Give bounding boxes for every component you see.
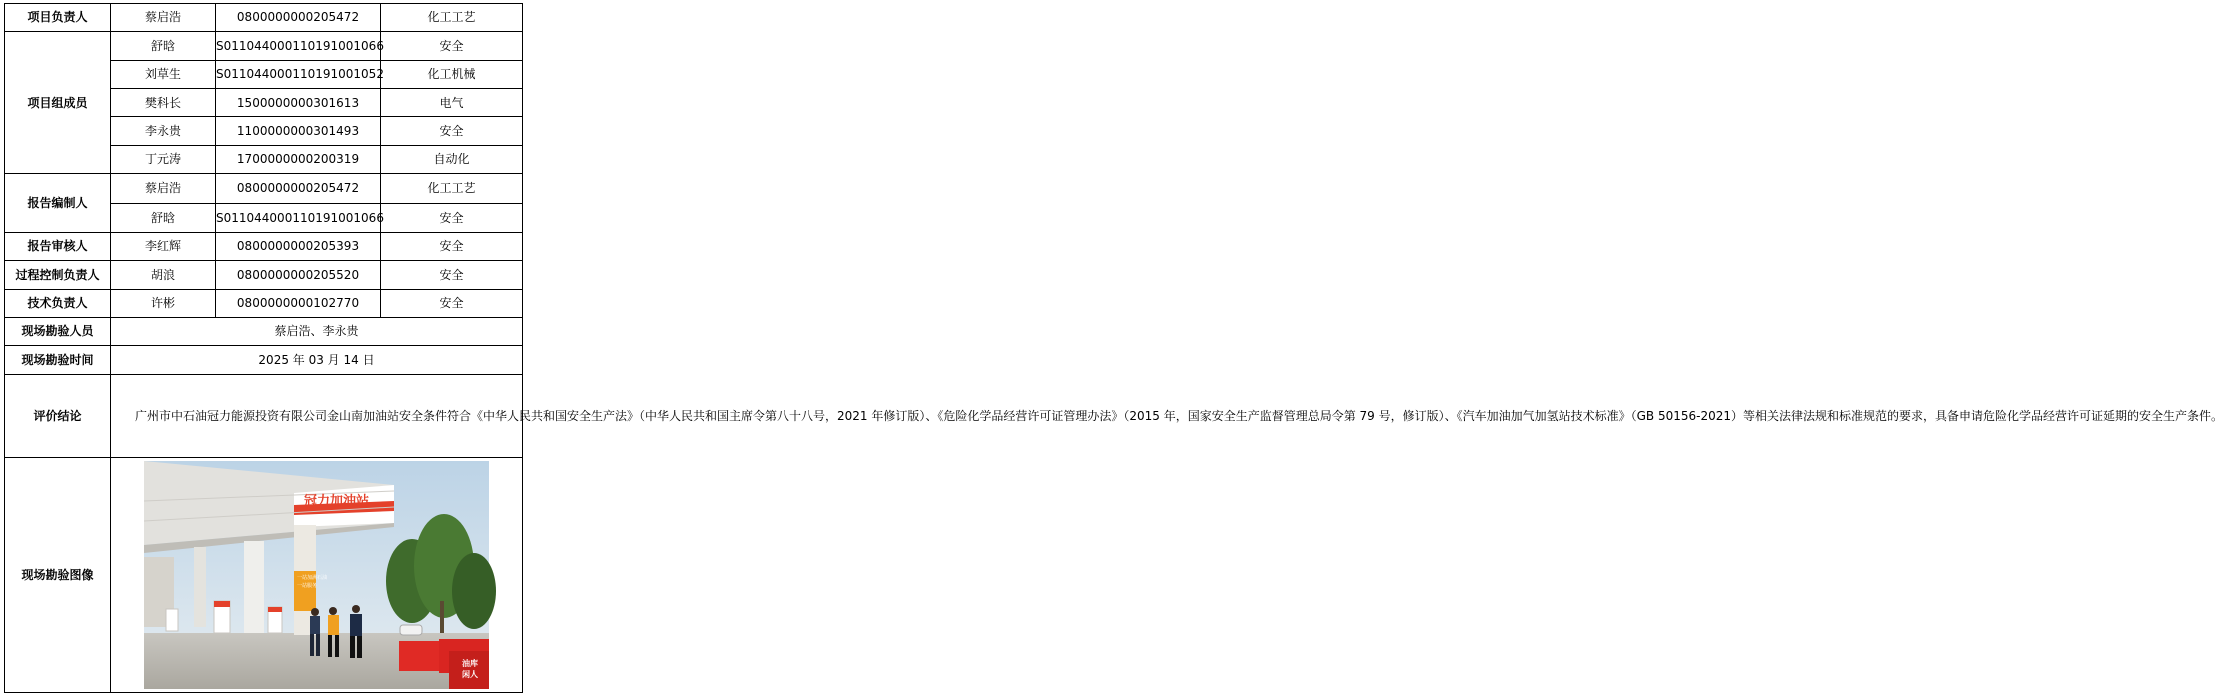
pillar-text: 一站加满石油 — [297, 574, 328, 581]
compiler-cert: S011044000110191001066 — [216, 203, 381, 232]
process-major: 安全 — [381, 261, 523, 289]
barrier-text-2: 闲人 — [462, 669, 478, 679]
leader-label: 项目负责人 — [5, 4, 111, 32]
member-major: 电气 — [381, 89, 523, 117]
member-name: 舒晗 — [111, 32, 216, 60]
member-name: 李永贵 — [111, 117, 216, 145]
member-name: 丁元涛 — [111, 145, 216, 173]
reviewer-major: 安全 — [381, 232, 523, 260]
compiler-name: 蔡启浩 — [111, 174, 216, 203]
tech-name: 许彬 — [111, 289, 216, 317]
conclusion-text: 广州市中石油冠力能源投资有限公司金山南加油站安全条件符合《中华人民共和国安全生产法》（中华人民共和国主席令第八十八号，2021 年修订版）、《危险化学品经营许可证管理办法》（2015 年，国家安全生产监督管理总局令第 79 号，修订版）、《汽车加油加气加氢站技术标准》（GB 50156-2021）等相关法律法规和标准规范的要求，具备申请危险化学品经营许可证延期的安全生产条件。 — [135, 408, 2223, 423]
tech-label: 技术负责人 — [5, 289, 111, 317]
photo-cell — [111, 457, 523, 692]
member-major: 化工机械 — [381, 60, 523, 88]
member-major: 安全 — [381, 32, 523, 60]
tech-cert: 0800000000102770 — [216, 289, 381, 317]
member-cert: 1700000000200319 — [216, 145, 381, 173]
survey-time-label: 现场勘验时间 — [5, 346, 111, 374]
member-name: 刘草生 — [111, 60, 216, 88]
process-label: 过程控制负责人 — [5, 261, 111, 289]
conclusion-label: 评价结论 — [5, 374, 111, 457]
photo-label: 现场勘验图像 — [5, 457, 111, 692]
evaluation-table — [4, 3, 2223, 693]
leader-cert: 0800000000205472 — [216, 4, 381, 32]
compiler-major: 安全 — [381, 203, 523, 232]
compiler-name: 舒晗 — [111, 203, 216, 232]
survey-people-value: 蔡启浩、李永贵 — [111, 317, 523, 345]
conclusion-cell — [111, 374, 2223, 457]
survey-time-value: 2025 年 03 月 14 日 — [111, 346, 523, 374]
member-cert: 1100000000301493 — [216, 117, 381, 145]
compiler-major: 化工工艺 — [381, 174, 523, 203]
reviewer-label: 报告审核人 — [5, 232, 111, 260]
member-cert: 1500000000301613 — [216, 89, 381, 117]
survey-people-label: 现场勘验人员 — [5, 317, 111, 345]
tech-major: 安全 — [381, 289, 523, 317]
member-cert: S011044000110191001052 — [216, 60, 381, 88]
barrier-text: 油库 — [462, 658, 478, 668]
car — [400, 625, 422, 635]
member-cert: S011044000110191001066 — [216, 32, 381, 60]
compiler-cert: 0800000000205472 — [216, 174, 381, 203]
process-name: 胡浪 — [111, 261, 216, 289]
reviewer-name: 李红辉 — [111, 232, 216, 260]
leader-major: 化工工艺 — [381, 4, 523, 32]
compilers-label: 报告编制人 — [5, 174, 111, 233]
pillar-text-2: 一站服务 — [297, 582, 318, 589]
member-name: 樊科长 — [111, 89, 216, 117]
gas-station-photo — [144, 461, 489, 689]
member-major: 自动化 — [381, 145, 523, 173]
site-photo — [144, 461, 489, 689]
leader-name: 蔡启浩 — [111, 4, 216, 32]
member-major: 安全 — [381, 117, 523, 145]
reviewer-cert: 0800000000205393 — [216, 232, 381, 260]
process-cert: 0800000000205520 — [216, 261, 381, 289]
members-label: 项目组成员 — [5, 32, 111, 174]
station-sign: 冠力加油站 — [304, 493, 370, 509]
